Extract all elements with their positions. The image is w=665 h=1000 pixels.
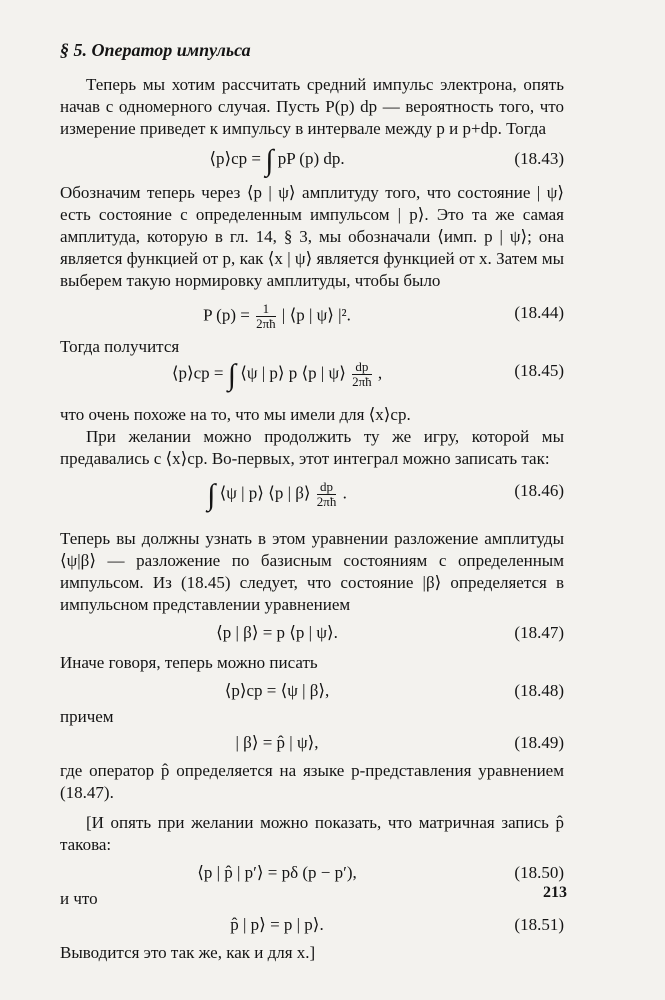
equation-number: (18.51)	[514, 915, 564, 934]
equation-body: ⟨p⟩ср = ∫ pP (p) dp.	[209, 144, 345, 177]
equation-18-45	[60, 360, 564, 394]
equation-18-51	[60, 914, 564, 942]
fraction: $\frac{dp}{2\pi ħ}$	[316, 479, 337, 509]
equation-18-44	[60, 302, 564, 336]
equation-body: ⟨p | p̂ | p′⟩ = pδ (p − p′),	[197, 863, 357, 882]
paragraph: и что	[60, 889, 98, 908]
paragraph: Выводится это так же, как и для x.]	[60, 943, 316, 962]
equation-number: (18.49)	[514, 733, 564, 752]
paragraph: Теперь мы хотим рассчитать средний импульс электрона, опять начав с одномерного случая. Пусть P(p) dp — вероятность того, что измерение приведет к импульсу в интервале между p и p+dp. Тогда	[60, 75, 564, 138]
equation-number: (18.48)	[514, 681, 564, 700]
equation-body: ⟨p | β⟩ = p ⟨p | ψ⟩.	[216, 623, 338, 642]
equation-number: (18.46)	[514, 481, 564, 500]
paragraph: Обозначим теперь через ⟨p | ψ⟩ амплитуду того, что состояние | ψ⟩ есть состояние с определенным импульсом | p⟩. Это та же самая амплитуда, которую в гл. 14, § 3, мы обозначали ⟨имп. p | ψ⟩; она является функцией от p, как ⟨x | ψ⟩ является функцией от x. Затем мы выберем такую нормировку амплитуды, чтобы было	[60, 183, 564, 290]
equation-body: P (p) = $\frac{1}{2\pi ħ}$ | ⟨p | ψ⟩ |².	[203, 301, 351, 331]
equation-number: (18.47)	[514, 623, 564, 642]
paragraph: где оператор p̂ определяется на языке p-представления уравнением (18.47).	[60, 761, 564, 802]
equation-body: ⟨p⟩ср = ∫ ⟨ψ | p⟩ p ⟨p | ψ⟩ $\frac{dp}{2\pi ħ}$ ,	[171, 358, 383, 392]
paragraph: причем	[60, 707, 114, 726]
integral-sign: ∫	[227, 358, 236, 392]
paragraph: Теперь вы должны узнать в этом уравнении разложение амплитуды ⟨ψ|β⟩ — разложение по базисным состояниям с определенным импульсом. Из (18.45) следует, что состояние |β⟩ определяется в импульсном представлении уравнением	[60, 529, 564, 614]
equation-18-49	[60, 732, 564, 760]
equation-number: (18.50)	[514, 863, 564, 882]
equation-body: ⟨p⟩ср = ⟨ψ | β⟩,	[224, 681, 330, 700]
equation-18-48	[60, 680, 564, 706]
integral-sign: ∫	[265, 144, 274, 177]
integral-sign: ∫	[207, 478, 216, 512]
paragraph: Иначе говоря, теперь можно писать	[60, 653, 318, 672]
equation-body: | β⟩ = p̂ | ψ⟩,	[235, 733, 319, 752]
equation-18-50	[60, 862, 564, 888]
equation-number: (18.45)	[514, 361, 564, 380]
equation-number: (18.44)	[514, 303, 564, 322]
page-content	[60, 38, 564, 964]
equation-number: (18.43)	[514, 149, 564, 168]
equation-18-47	[60, 622, 564, 652]
fraction: $\frac{1}{2\pi ħ}$	[256, 301, 276, 331]
paragraph: что очень похоже на то, что мы имели для ⟨x⟩ср.	[60, 405, 411, 424]
section-heading: § 5. Оператор импульса	[60, 40, 251, 60]
fraction: $\frac{dp}{2\pi ħ}$	[352, 359, 372, 389]
paragraph: [И опять при желании можно показать, что матричная запись p̂ такова:	[60, 813, 564, 854]
paragraph: Тогда получится	[60, 337, 180, 356]
equation-18-46	[60, 480, 564, 520]
equation-18-43	[60, 144, 564, 182]
equation-body: p̂ | p⟩ = p | p⟩.	[230, 915, 324, 934]
equation-body: ∫ ⟨ψ | p⟩ ⟨p | β⟩ $\frac{dp}{2\pi ħ}$ .	[207, 478, 347, 512]
page-number: 213	[543, 884, 567, 901]
paragraph: При желании можно продолжить ту же игру, которой мы предавались с ⟨x⟩ср. Во-первых, этот интеграл можно записать так:	[60, 427, 564, 468]
